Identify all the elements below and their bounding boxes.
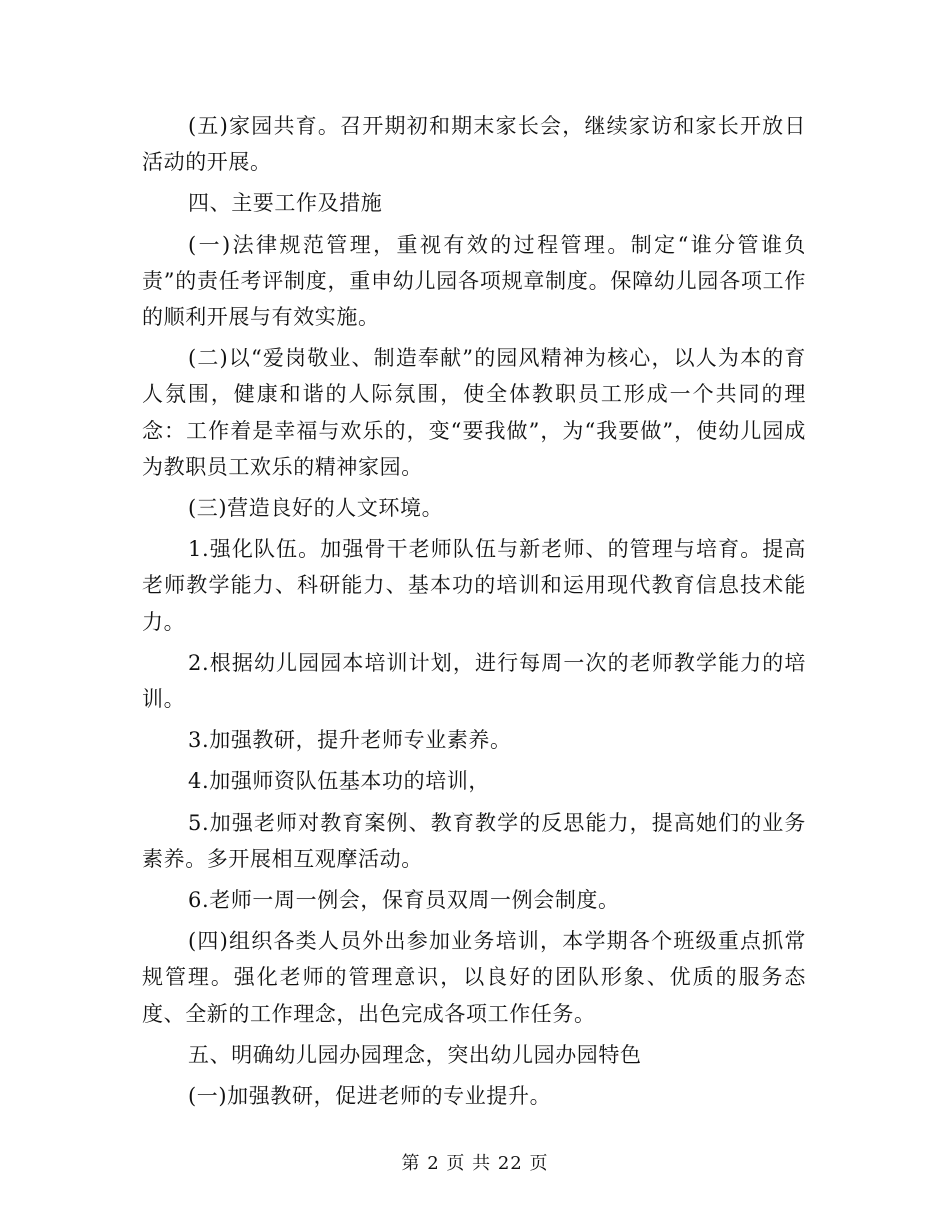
paragraph-strengthen-research: (一)加强教研，促进老师的专业提升。 — [188, 1084, 552, 1109]
list-item-reflection: 5.加强老师对教育案例、教育教学的反思能力，提高她们的业务素养。多开展相互观摩活动。 — [142, 810, 806, 871]
paragraph-humanistic-environment: (三)营造良好的人文环境。 — [188, 496, 444, 521]
paragraph-garden-spirit: (二)以“爱岗敬业、制造奉献”的园风精神为核心，以人为本的育人氛围，健康和谐的人际氛围，使全体教职员工形成一个共同的理念：工作着是幸福与欢乐的，变“要我做”，为“我要做”，使幼儿园成为教职员工欢乐的精神家园。 — [142, 346, 806, 479]
paragraph-external-training: (四)组织各类人员外出参加业务培训，本学期各个班级重点抓常规管理。强化老师的管理意识，以良好的团队形象、优质的服务态度、全新的工作理念，出色完成各项工作任务。 — [142, 929, 806, 1026]
section-heading-philosophy: 五、明确幼儿园办园理念，突出幼儿园办园特色 — [188, 1042, 642, 1067]
section-heading-main-work: 四、主要工作及措施 — [188, 191, 383, 216]
document-body — [142, 108, 806, 1119]
list-item-weekly-meeting: 6.老师一周一例会，保育员双周一例会制度。 — [188, 888, 620, 913]
list-item-training-plan: 2.根据幼儿园园本培训计划，进行每周一次的老师教学能力的培训。 — [142, 650, 806, 712]
list-item-strengthen-team: 1.强化队伍。加强骨干老师队伍与新老师、的管理与培育。提高老师教学能力、科研能力、基本功的培训和运用现代教育信息技术能力。 — [142, 537, 806, 634]
list-item-teaching-research: 3.加强教研，提升老师专业素养。 — [188, 728, 512, 753]
paragraph-family-cooperation: (五)家园共育。召开期初和期末家长会，继续家访和家长开放日活动的开展。 — [142, 114, 806, 175]
page-number-footer: 第 2 页 共 22 页 — [401, 1153, 549, 1174]
list-item-basic-skills: 4.加强师资队伍基本功的培训， — [188, 769, 491, 794]
paragraph-legal-management: (一)法律规范管理，重视有效的过程管理。制定“谁分管谁负责”的责任考评制度，重申幼儿园各项规章制度。保障幼儿园各项工作的顺利开展与有效实施。 — [142, 232, 806, 330]
